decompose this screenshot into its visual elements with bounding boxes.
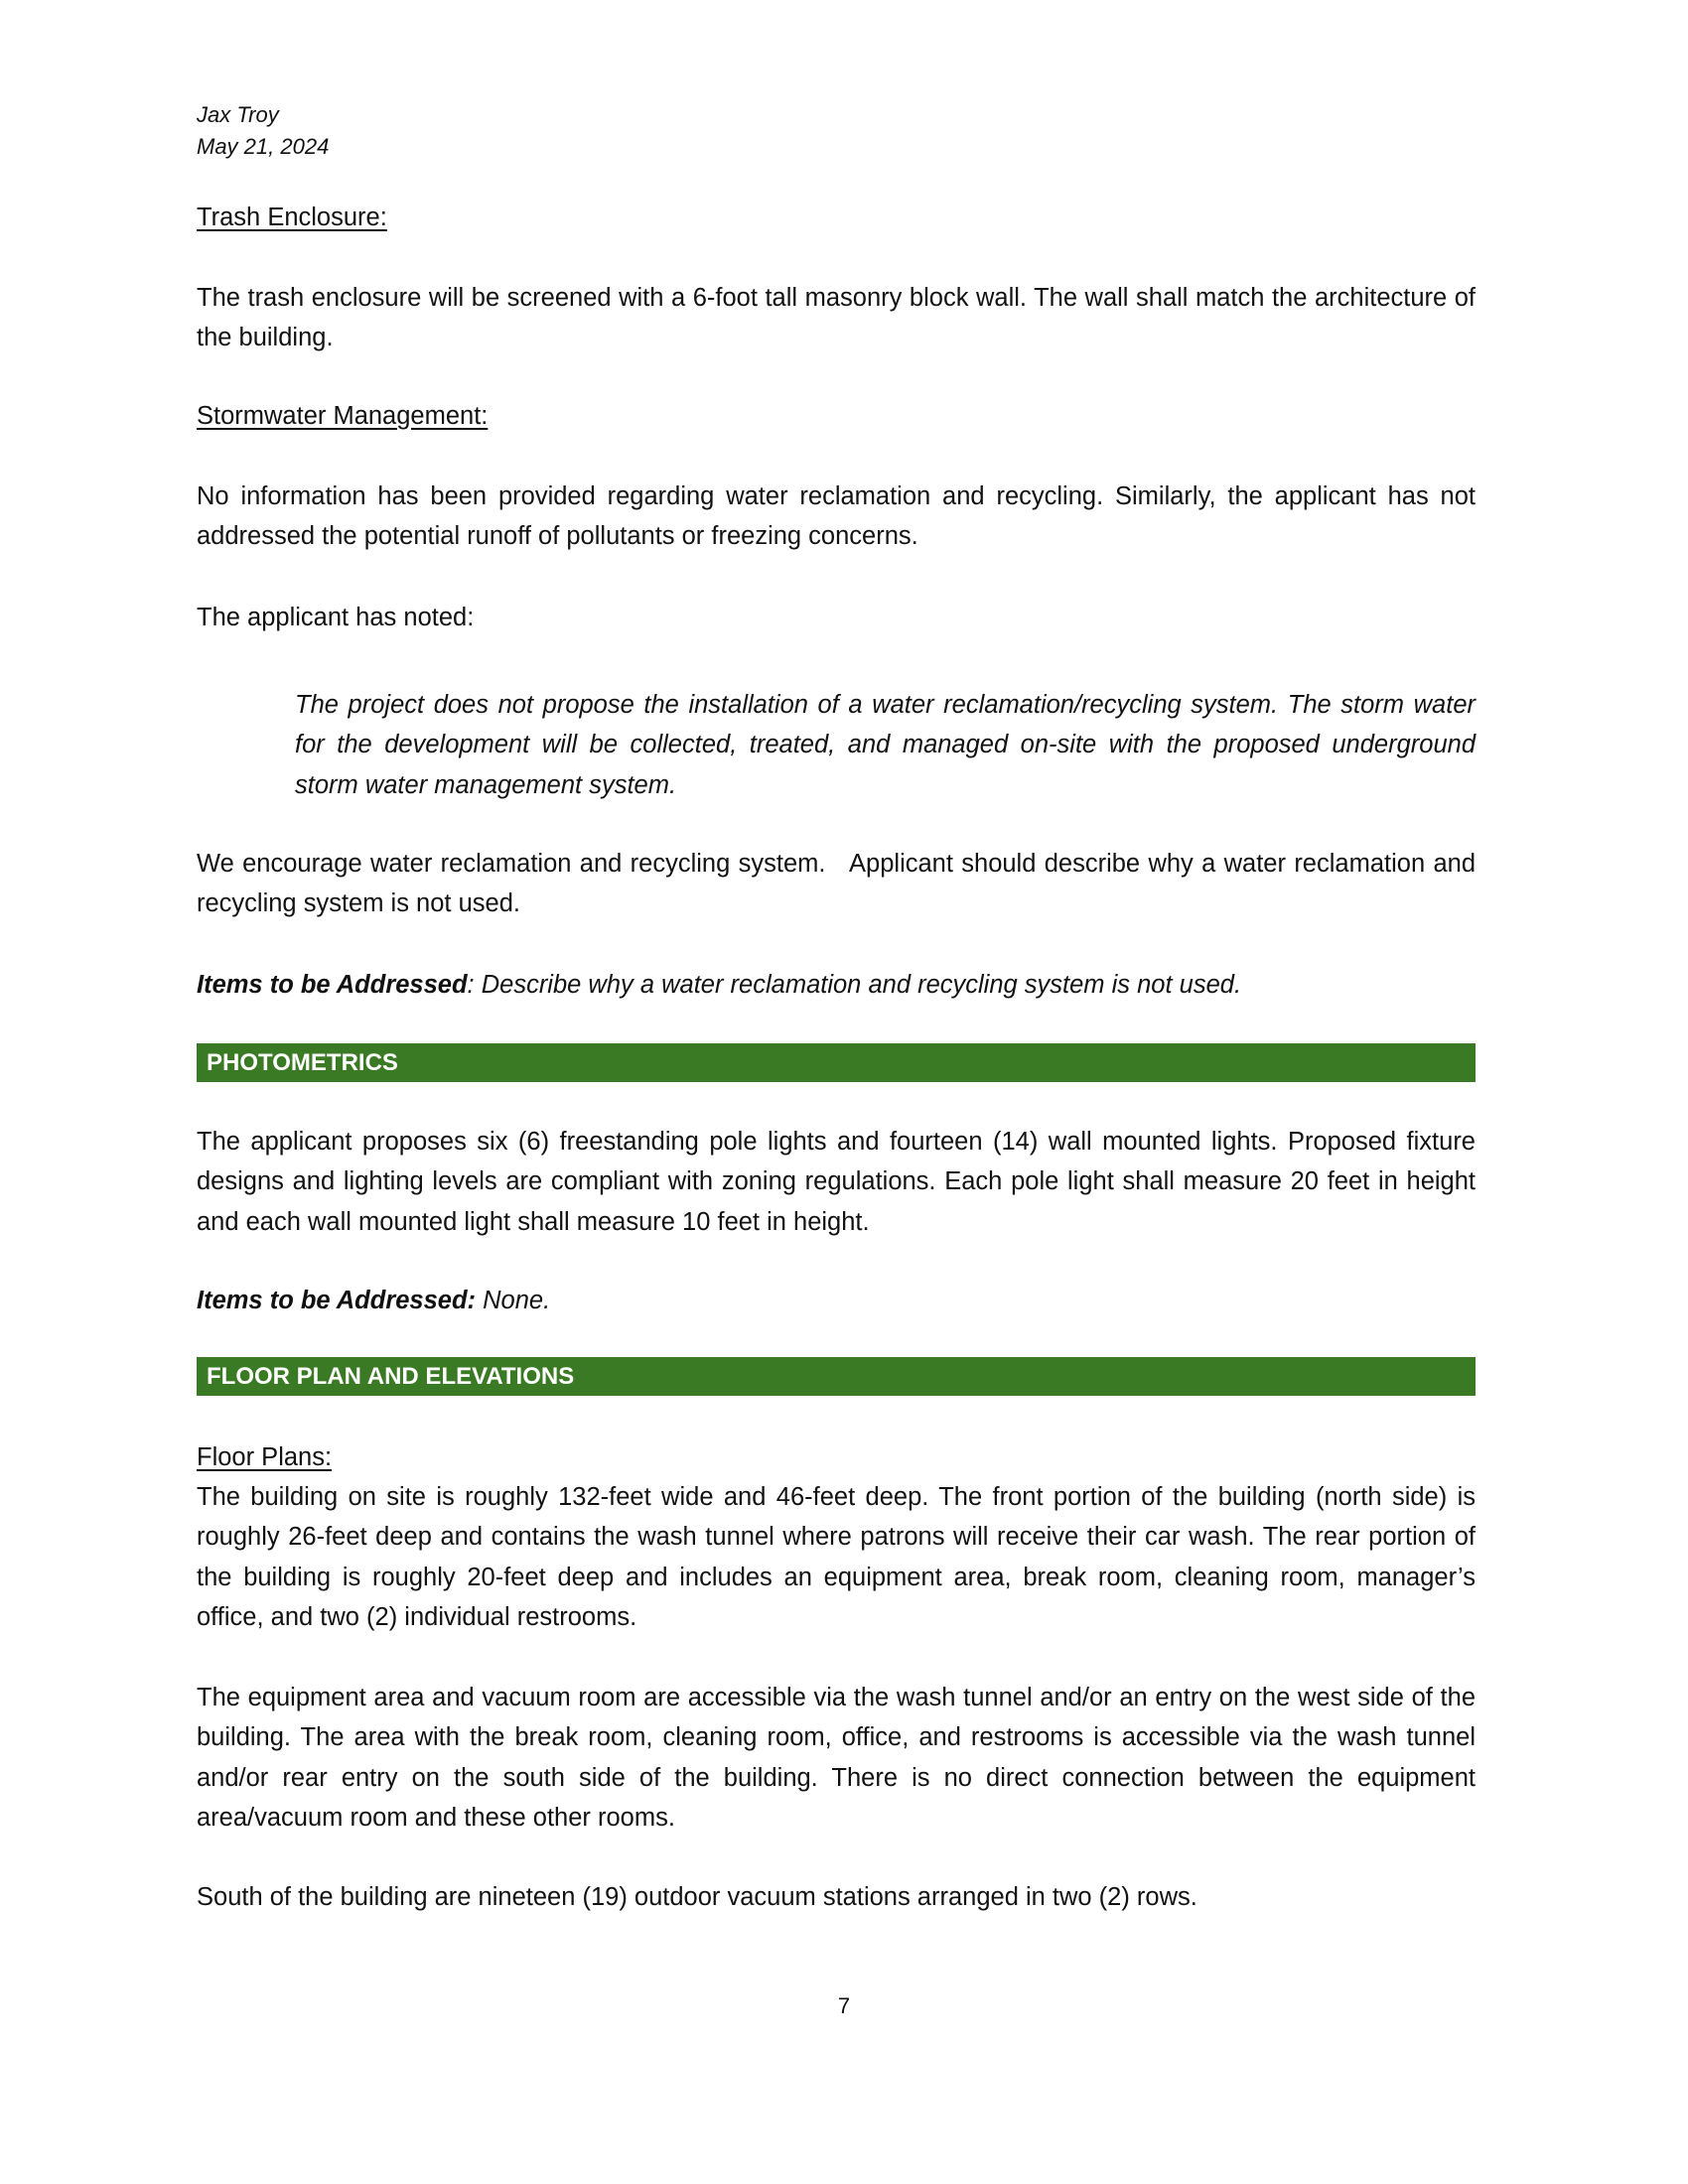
stormwater-heading-text: Stormwater Management: [197,402,489,430]
page-number: 7 [837,1993,851,2018]
photometrics-items-to-address [197,1281,1476,1320]
trash-enclosure-paragraph: The trash enclosure will be screened with a 6-foot tall masonry block wall. The wall shall match the architecture of the building. [197,284,1476,352]
stormwater-paragraph-1: No information has been provided regarding water reclamation and recycling. Similarly, the applicant has not addressed the potential runoff of pollutants or freezing concerns. [197,482,1476,551]
trash-enclosure-heading [197,198,1476,237]
applicant-quote: The project does not propose the installation of a water reclamation/recycling system. The storm water for the development will be collected, treated, and managed on-site with the proposed underground storm water management system. [295,691,1476,799]
stormwater-items-to-address [197,965,1476,1005]
photometrics-paragraph: The applicant proposes six (6) freestanding pole lights and fourteen (14) wall mounted lights. Proposed fixture designs and lighting levels are compliant with zoning regulations. Each pole light shall measure 20 feet in height and each wall mounted light shall measure 10 feet in height. [197,1128,1476,1236]
header-author: Jax Troy [197,102,279,127]
floor-plan-paragraph-2: The equipment area and vacuum room are accessible via the wash tunnel and/or an entry on the west side of the building. The area with the break room, cleaning room, office, and restrooms is accessible via the wash tunnel and/or rear entry on the south side of the building. There is no direct connection between the equipment area/vacuum room and these other rooms. [197,1684,1476,1832]
floor-plan-paragraph-1: The building on site is roughly 132-feet wide and 46-feet deep. The front portion of the building (north side) is roughly 26-feet deep and contains the wash tunnel where patrons will receive their car wash. The rear portion of the building is roughly 20-feet deep and includes an equipment area, break room, cleaning room, manager’s office, and two (2) individual restrooms. [197,1483,1476,1631]
stormwater-paragraph-3: We encourage water reclamation and recycling system. Applicant should describe why a water reclamation and recycling system is not used. [197,850,1483,918]
floor-plans-heading-text: Floor Plans: [197,1443,333,1471]
items-label: Items to be Addressed [197,971,468,999]
items-text: : Describe why a water reclamation and recycling system is not used. [467,971,1242,999]
stormwater-paragraph-2: The applicant has noted: [197,604,475,631]
items-text: None. [476,1287,551,1314]
trash-enclosure-heading-text: Trash Enclosure: [197,204,387,231]
floor-plan-paragraph-3: South of the building are nineteen (19) outdoor vacuum stations arranged in two (2) rows. [197,1883,1197,1911]
section-bar-floor-plan: FLOOR PLAN AND ELEVATIONS [197,1357,1476,1396]
header-date: May 21, 2024 [197,134,330,159]
floor-plans-heading [197,1437,1476,1477]
stormwater-heading [197,396,1476,436]
items-label: Items to be Addressed: [197,1287,477,1314]
section-bar-photometrics: PHOTOMETRICS [197,1043,1476,1082]
